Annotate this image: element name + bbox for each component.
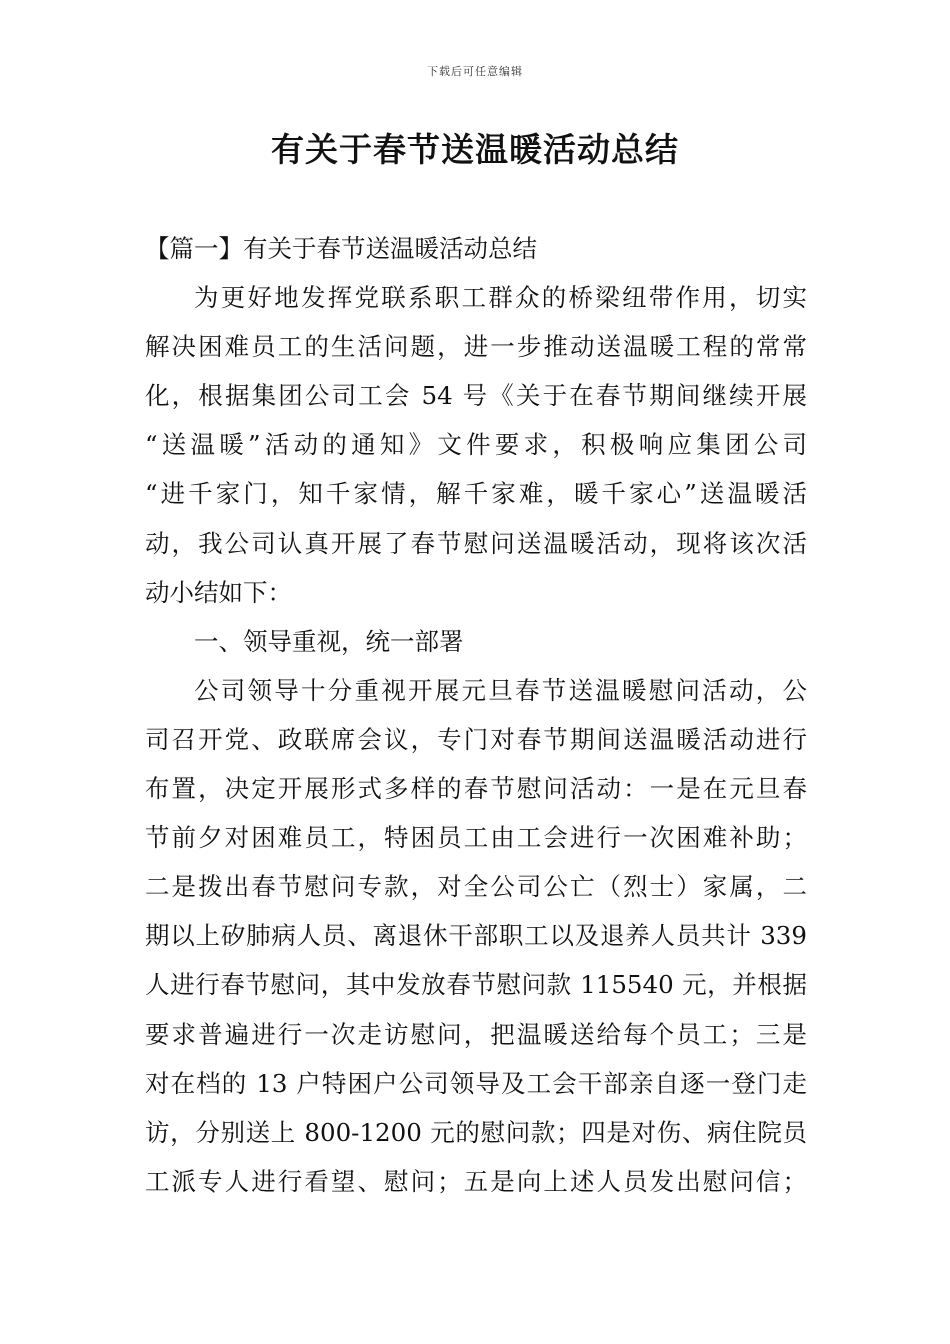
body-text-line: “进千家门，知千家情，解千家难，暖千家心”送温暖活 [145,479,807,509]
body-text-line: 要求普遍进行一次走访慰问，把温暖送给每个员工；三是 [145,1019,807,1049]
body-text-line: 对在档的 13 户特困户公司领导及工会干部亲自逐一登门走 [145,1068,807,1098]
body-text-line: 动小结如下： [145,577,292,607]
body-text-line: 公司领导十分重视开展元旦春节送温暖慰问活动，公 [194,675,807,705]
body-text-line: 动，我公司认真开展了春节慰问送温暖活动，现将该次活 [145,528,807,558]
body-text-line: 解决困难员工的生活问题，进一步推动送温暖工程的常常 [145,332,807,362]
body-text-line: 访，分别送上 800-1200 元的慰问款；四是对伤、病住院员 [145,1117,807,1147]
header-note: 下载后可任意编辑 [427,65,523,78]
body-text-line: 人进行春节慰问，其中发放春节慰问款 115540 元，并根据 [145,970,807,1000]
body-text-line: 一、领导重视，统一部署 [194,626,464,656]
body-text-line: 节前夕对困难员工，特困员工由工会进行一次困难补助； [145,823,807,853]
body-text-line: 为更好地发挥党联系职工群众的桥梁纽带作用，切实 [194,283,807,313]
section-heading: 【篇一】有关于春节送温暖活动总结 [145,234,537,263]
body-text-line: “送温暖”活动的通知》文件要求，积极响应集团公司 [145,430,807,460]
body-text-line: 二是拨出春节慰问专款，对全公司公亡（烈士）家属，二 [145,872,807,902]
body-text-line: 司召开党、政联席会议，专门对春节期间送温暖活动进行 [145,724,807,754]
body-text-line: 化，根据集团公司工会 54 号《关于在春节期间继续开展 [145,381,807,411]
body-text-line: 布置，决定开展形式多样的春节慰问活动：一是在元旦春 [145,774,807,804]
document-title: 有关于春节送温暖活动总结 [271,130,679,169]
document-body [145,224,807,1206]
body-text-line: 工派专人进行看望、慰问；五是向上述人员发出慰问信； [145,1166,807,1196]
body-text-line: 期以上矽肺病人员、离退休干部职工以及退养人员共计 339 [145,921,807,951]
